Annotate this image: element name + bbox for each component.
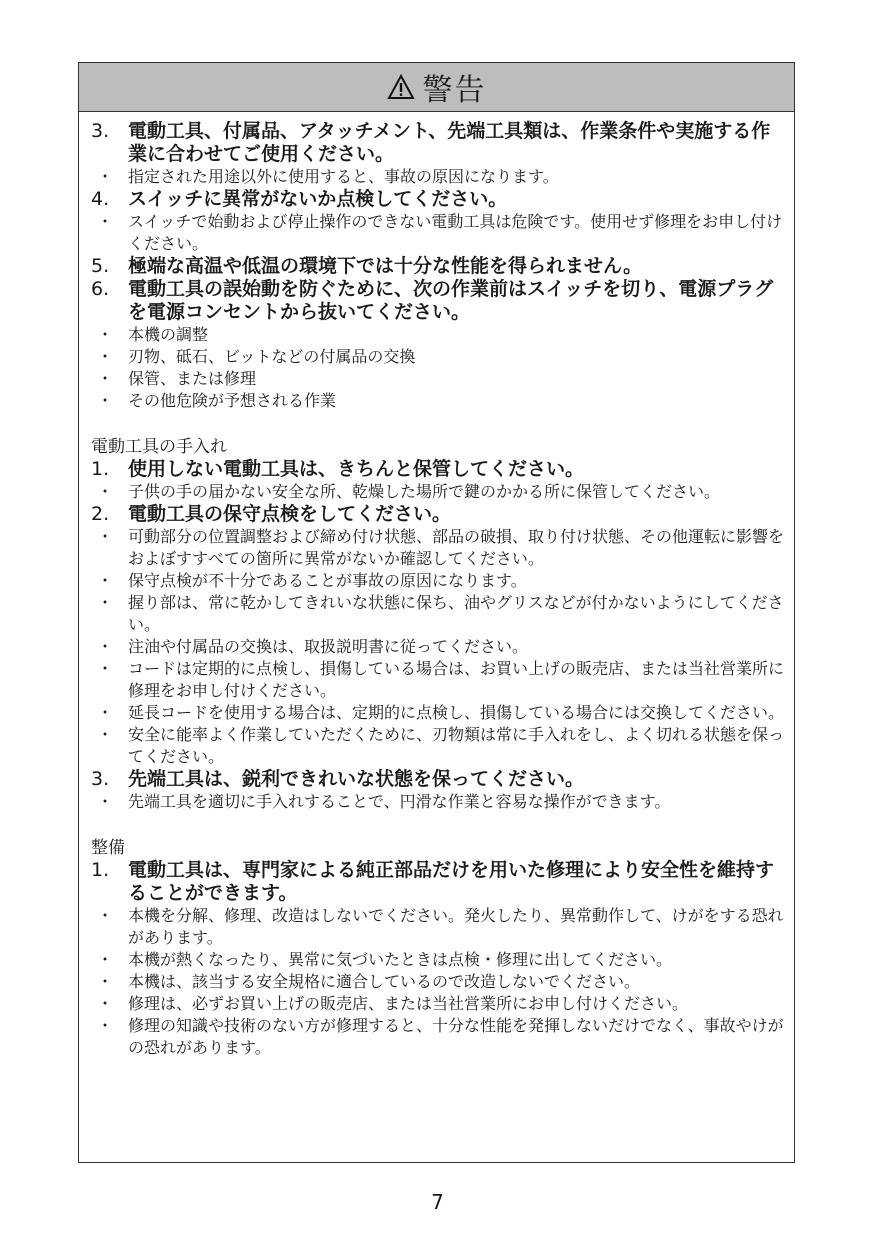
numbered-item — [91, 120, 784, 166]
bullet-item — [91, 166, 784, 188]
bullet-text: その他危険が予想される作業 — [128, 391, 337, 410]
warning-frame — [78, 62, 795, 1163]
bullet-text: 握り部は、常に乾かしてきれいな状態に保ち、油やグリスなどが付かないようにしてください。 — [128, 593, 784, 634]
bullet-text: 本機の調整 — [128, 325, 209, 344]
bullet-item — [91, 324, 784, 346]
item-text: 使用しない電動工具は、きちんと保管してください。 — [128, 458, 585, 480]
item-number: 1. — [91, 859, 110, 881]
numbered-item — [91, 503, 784, 526]
bullet-item — [91, 636, 784, 658]
bullet-text: 先端工具を適切に手入れすることで、円滑な作業と容易な操作ができます。 — [128, 792, 671, 811]
bullet-mark: ・ — [97, 593, 114, 612]
bullet-mark: ・ — [97, 391, 114, 410]
item-number: 3. — [91, 120, 110, 142]
bullet-text: 安全に能率よく作業していただくために、刃物類は常に手入れをし、よく切れる状態を保ってください。 — [128, 725, 785, 766]
bullet-item — [91, 791, 784, 813]
bullet-mark: ・ — [97, 994, 114, 1013]
item-number: 2. — [91, 503, 110, 525]
section-heading: 電動工具の手入れ — [91, 437, 227, 457]
bullet-text: 延長コードを使用する場合は、定期的に点検し、損傷している場合には交換してください。 — [128, 703, 785, 722]
bullet-mark: ・ — [97, 571, 114, 590]
bullet-text: 本機が熱くなったり、異常に気づいたときは点検・修理に出してください。 — [128, 950, 673, 969]
bullet-item — [91, 481, 784, 503]
page-number: 7 — [431, 1190, 444, 1214]
bullet-item — [91, 949, 784, 971]
bullet-item — [91, 993, 784, 1015]
bullet-item — [91, 390, 784, 412]
bullet-item — [91, 724, 784, 768]
bullet-mark: ・ — [97, 950, 114, 969]
item-number: 6. — [91, 278, 110, 300]
bullet-text: 修理は、必ずお買い上げの販売店、または当社営業所にお申し付けください。 — [128, 994, 689, 1013]
bullet-text: 保管、または修理 — [128, 369, 257, 388]
numbered-item — [91, 255, 784, 278]
numbered-item — [91, 768, 784, 791]
item-text: 電動工具の保守点検をしてください。 — [128, 503, 452, 525]
bullet-mark: ・ — [97, 637, 114, 656]
item-number: 4. — [91, 188, 110, 210]
numbered-item — [91, 458, 784, 481]
bullet-text: 保守点検が不十分であることが事故の原因になります。 — [128, 571, 527, 590]
bullet-mark: ・ — [97, 659, 114, 678]
warning-triangle-icon — [387, 74, 415, 100]
bullet-text: 刃物、砥石、ビットなどの付属品の交換 — [128, 347, 416, 366]
bullet-mark: ・ — [97, 703, 114, 722]
bullet-text: 指定された用途以外に使用すると、事故の原因になります。 — [128, 167, 559, 186]
item-text: スイッチに異常がないか点検してください。 — [128, 188, 508, 210]
numbered-item — [91, 859, 784, 905]
bullet-text: コードは定期的に点検し、損傷している場合は、お買い上げの販売店、または当社営業所に修理をお申し付けください。 — [128, 659, 785, 700]
bullet-text: 本機は、該当する安全規格に適合しているので改造しないでください。 — [128, 972, 641, 991]
bullet-item — [91, 368, 784, 390]
bullet-mark: ・ — [97, 325, 114, 344]
bullet-mark: ・ — [97, 347, 114, 366]
item-text: 電動工具は、専門家による純正部品だけを用いた修理により安全性を維持することができます。 — [128, 859, 775, 904]
bullet-mark: ・ — [97, 1016, 114, 1035]
item-text: 先端工具は、鋭利できれいな状態を保ってください。 — [128, 768, 585, 790]
warning-content — [79, 112, 794, 1059]
bullet-item — [91, 658, 784, 702]
bullet-mark: ・ — [97, 527, 114, 546]
bullet-text: 修理の知識や技術のない方が修理すると、十分な性能を発揮しないだけでなく、事故やけがの恐れがあります。 — [128, 1016, 784, 1057]
numbered-item — [91, 278, 784, 324]
bullet-item — [91, 570, 784, 592]
bullet-item — [91, 702, 784, 724]
item-text: 極端な高温や低温の環境下では十分な性能を得られません。 — [128, 255, 643, 277]
bullet-text: スイッチで始動および停止操作のできない電動工具は危険です。使用せず修理をお申し付けください。 — [128, 212, 783, 253]
bullet-item — [91, 526, 784, 570]
banner-title: 警告 — [422, 73, 487, 108]
bullet-mark: ・ — [97, 725, 114, 744]
warning-banner — [79, 63, 794, 112]
bullet-mark: ・ — [97, 212, 114, 231]
bullet-item — [91, 1015, 784, 1059]
bullet-mark: ・ — [97, 369, 114, 388]
bullet-item — [91, 346, 784, 368]
bullet-text: 可動部分の位置調整および締め付け状態、部品の破損、取り付け状態、その他運転に影響をおよぼすすべての箇所に異常がないか確認してください。 — [128, 527, 785, 568]
bullet-mark: ・ — [97, 972, 114, 991]
bullet-item — [91, 971, 784, 993]
numbered-item — [91, 188, 784, 211]
bullet-text: 注油や付属品の交換は、取扱説明書に従ってください。 — [128, 637, 529, 656]
bullet-mark: ・ — [97, 906, 114, 925]
bullet-item — [91, 211, 784, 255]
item-text: 電動工具の誤始動を防ぐために、次の作業前はスイッチを切り、電源プラグを電源コンセントから抜いてください。 — [128, 278, 774, 323]
bullet-item — [91, 905, 784, 949]
bullet-mark: ・ — [97, 792, 114, 811]
bullet-text: 子供の手の届かない安全な所、乾燥した場所で鍵のかかる所に保管してください。 — [128, 482, 721, 501]
bullet-mark: ・ — [97, 482, 114, 501]
item-number: 5. — [91, 255, 110, 277]
item-number: 3. — [91, 768, 110, 790]
item-number: 1. — [91, 458, 110, 480]
section-heading: 整備 — [91, 838, 125, 858]
bullet-text: 本機を分解、修理、改造はしないでください。発火したり、異常動作して、けがをする恐れがあります。 — [128, 906, 784, 947]
item-text: 電動工具、付属品、アタッチメント、先端工具類は、作業条件や実施する作業に合わせてご使用ください。 — [128, 120, 771, 165]
bullet-mark: ・ — [97, 167, 114, 186]
bullet-item — [91, 592, 784, 636]
